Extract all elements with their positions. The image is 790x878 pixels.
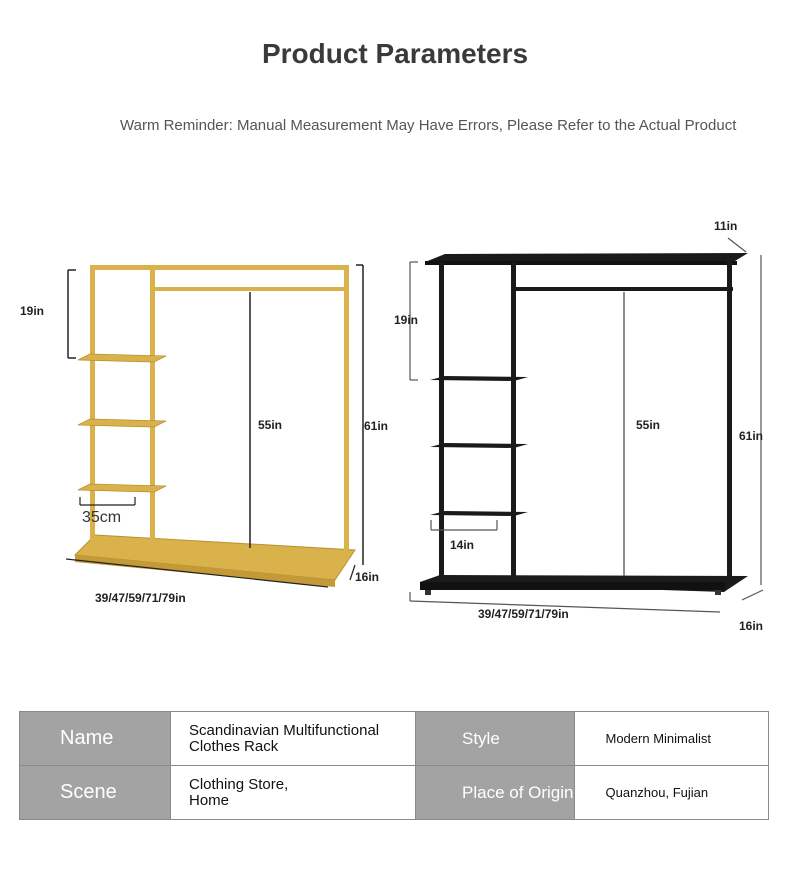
gold-length: 39/47/59/71/79in: [95, 591, 186, 605]
name-label: Name: [20, 712, 171, 766]
scene-value-line2: Home: [189, 791, 230, 809]
name-value: [171, 712, 416, 766]
black-total-height: 61in: [739, 429, 764, 443]
scene-value: [171, 766, 416, 820]
black-depth: 16in: [739, 619, 764, 633]
gold-total-height: 61in: [364, 419, 389, 433]
black-shelf-width: 14in: [450, 538, 475, 552]
origin-value: Quanzhou, Fujian: [574, 766, 769, 820]
gold-top-section-height: 19in: [20, 304, 45, 318]
name-value-line1: Scandinavian Multifunctional: [189, 721, 380, 739]
black-top-depth: 11in: [714, 219, 738, 233]
table-row: [20, 766, 769, 820]
gold-shelf-width: 35cm: [82, 509, 122, 526]
origin-label: Place of Origin: [416, 766, 575, 820]
table-row: [20, 712, 769, 766]
style-label: Style: [416, 712, 575, 766]
measurement-reminder: Warm Reminder: Manual Measurement May Have Errors, Please Refer to the Actual Product: [120, 117, 737, 134]
scene-label: Scene: [20, 766, 171, 820]
product-parameters-table: [19, 711, 769, 820]
style-value: Modern Minimalist: [574, 712, 769, 766]
gold-depth: 16in: [355, 570, 380, 584]
page-title: Product Parameters: [261, 38, 529, 69]
scene-value-line1: Clothing Store,: [189, 775, 289, 793]
name-value-line2: Clothes Rack: [189, 737, 279, 755]
black-hanging-height: 55in: [636, 418, 661, 432]
black-length: 39/47/59/71/79in: [478, 607, 569, 621]
gold-hanging-height: 55in: [258, 418, 283, 432]
black-top-section-height: 19in: [394, 313, 419, 327]
